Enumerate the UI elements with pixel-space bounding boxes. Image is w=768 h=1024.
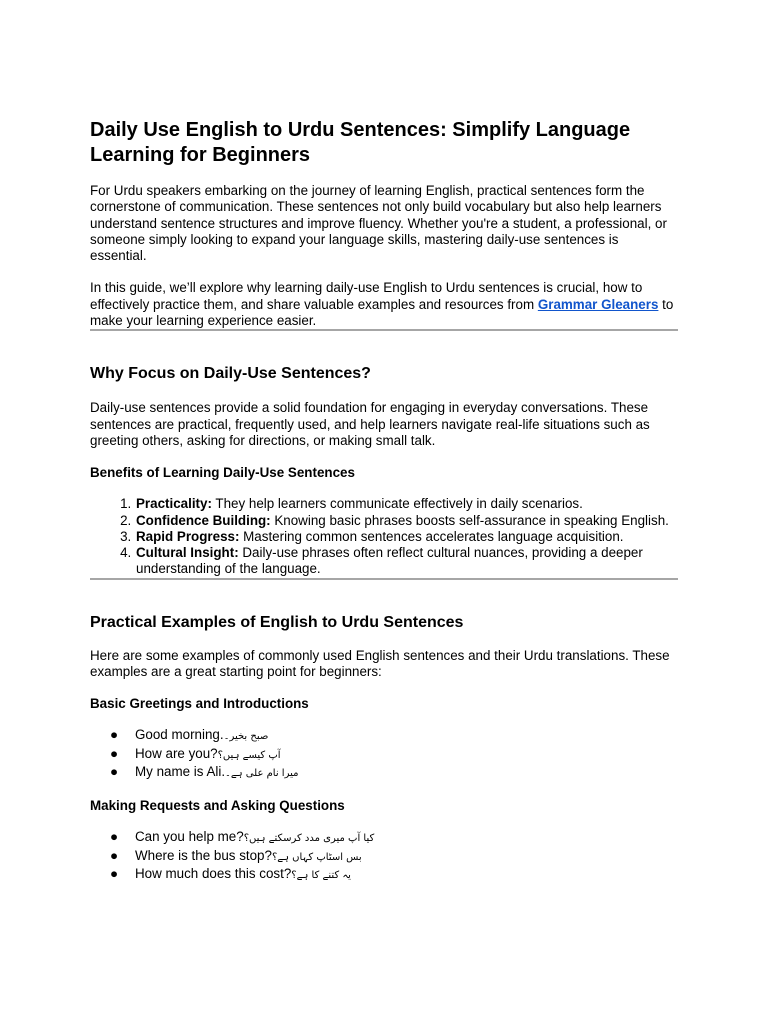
page-title: Daily Use English to Urdu Sentences: Simplify Language Learning for Beginners — [90, 119, 631, 166]
benefits-list — [90, 496, 678, 577]
urdu-translation: صبح بخیر۔ — [223, 731, 272, 743]
intro-paragraph-2-text-before: In this guide, we’ll explore why learning daily-use English to Urdu sentences is crucial, how to effectively practice them, and share valuable examples and resources from — [90, 280, 643, 312]
list-item — [90, 829, 678, 847]
list-item — [90, 727, 678, 745]
benefits-subheading: Benefits of Learning Daily-Use Sentences — [90, 465, 355, 481]
english-sentence: Can you help me? — [135, 829, 244, 845]
benefit-term: Cultural Insight: — [136, 545, 239, 561]
list-item — [90, 866, 678, 884]
urdu-translation: بس اسٹاپ کہاں ہے؟ — [271, 851, 365, 863]
grammar-gleaners-link[interactable]: Grammar Gleaners — [537, 296, 659, 312]
list-item — [90, 764, 678, 782]
greetings-list — [90, 727, 678, 782]
english-sentence: My name is Ali. — [135, 763, 226, 779]
benefit-item — [135, 545, 678, 578]
benefit-text: Knowing basic phrases boosts self-assurance in speaking English. — [270, 512, 669, 528]
english-sentence: Where is the bus stop? — [135, 847, 272, 863]
benefit-text: Mastering common sentences accelerates language acquisition. — [239, 528, 624, 544]
english-sentence: How much does this cost? — [135, 865, 292, 881]
benefit-term: Confidence Building: — [136, 512, 271, 528]
benefit-text: They help learners communicate effectively in daily scenarios. — [211, 496, 583, 512]
bullet-icon: ● — [110, 763, 119, 779]
bullet-icon: ● — [110, 745, 119, 761]
urdu-translation: کیا آپ میری مدد کرسکتے ہیں؟ — [243, 833, 378, 845]
why-focus-paragraph: Daily-use sentences provide a solid foundation for engaging in everyday conversations. These sentences are practical, frequently used, and help learners navigate real-life situations such as greeting others, asking for directions, or making small talk. — [90, 400, 650, 448]
urdu-translation: میرا نام علی ہے۔ — [225, 767, 302, 779]
section-divider-2 — [90, 578, 678, 580]
bullet-icon: ● — [110, 847, 119, 863]
bullet-icon: ● — [110, 865, 119, 881]
bullet-icon: ● — [110, 727, 119, 743]
bullet-icon: ● — [110, 829, 119, 845]
benefit-term: Rapid Progress: — [136, 528, 240, 544]
english-sentence: Good morning. — [135, 727, 224, 743]
section-heading-why-focus: Why Focus on Daily-Use Sentences? — [90, 365, 371, 383]
urdu-translation: یہ کتنے کا ہے؟ — [291, 869, 355, 881]
list-item — [90, 746, 678, 764]
list-item — [90, 848, 678, 866]
benefit-item — [135, 496, 678, 512]
benefit-text: Daily-use phrases often reflect cultural nuances, providing a deeper understanding of the language. — [136, 545, 643, 577]
benefit-term: Practicality: — [136, 496, 212, 512]
benefit-item — [135, 529, 678, 545]
section-heading-practical-examples: Practical Examples of English to Urdu Sentences — [90, 613, 464, 631]
benefit-item — [135, 513, 678, 529]
requests-subheading: Making Requests and Asking Questions — [90, 798, 345, 814]
practical-examples-paragraph: Here are some examples of commonly used English sentences and their Urdu translations. These examples are a great starting point for beginners: — [90, 647, 670, 680]
greetings-subheading: Basic Greetings and Introductions — [90, 696, 309, 712]
section-divider-1 — [90, 329, 678, 331]
requests-list — [90, 829, 678, 884]
intro-paragraph-2-text-after: to make your learning experience easier. — [90, 296, 674, 329]
intro-paragraph-2 — [90, 280, 678, 329]
urdu-translation: آپ کیسے ہیں؟ — [217, 749, 284, 761]
intro-paragraph-1: For Urdu speakers embarking on the journey of learning English, practical sentences form the cornerstone of communication. These sentences not only build vocabulary but also help learners understand sentence structures and improve fluency. Whether you're a student, a professional, or someone simply looking to expand your language skills, mastering daily-use sentences is essential. — [90, 183, 667, 264]
english-sentence: How are you? — [135, 745, 218, 761]
